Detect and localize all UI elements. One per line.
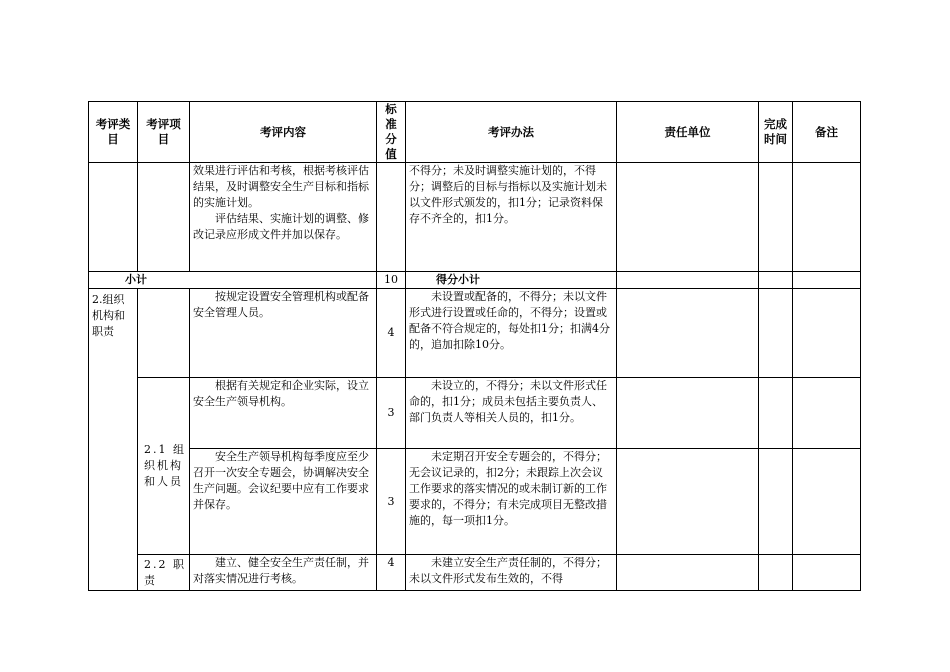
cell-remark bbox=[793, 555, 861, 591]
header-time: 完成时间 bbox=[759, 102, 793, 163]
cell-time bbox=[759, 378, 793, 449]
cell-content: 安全生产领导机构每季度应至少召开一次安全专题会，协调解决安全生产问题。会议纪要中应有工作要求并保存。 bbox=[190, 449, 377, 555]
evaluation-table bbox=[88, 101, 861, 591]
header-content: 考评内容 bbox=[190, 102, 377, 163]
cell-time bbox=[759, 163, 793, 272]
header-unit: 责任单位 bbox=[617, 102, 759, 163]
cell-remark bbox=[793, 378, 861, 449]
cell-remark bbox=[793, 289, 861, 378]
cell-method: 未定期召开安全专题会的，不得分；无会议记录的，扣2分；未跟踪上次会议工作要求的落实情况的或未制订新的工作要求的，不得分；有未完成项目无整改措施的，每一项扣1分。 bbox=[406, 449, 617, 555]
subtotal-score: 10 bbox=[377, 272, 406, 289]
cell-remark bbox=[793, 163, 861, 272]
cell-unit bbox=[617, 555, 759, 591]
cell-method: 未设立的，不得分；未以文件形式任命的，扣1分；成员未包括主要负责人、部门负责人等相关人员的，扣1分。 bbox=[406, 378, 617, 449]
cell-score: 3 bbox=[377, 449, 406, 555]
cell-item bbox=[138, 163, 190, 272]
cell-item: 2.1 组织机构和人员 bbox=[138, 378, 190, 555]
cell-item bbox=[138, 289, 190, 378]
cell-category bbox=[89, 163, 138, 272]
cell-score: 4 bbox=[377, 289, 406, 378]
header-remark: 备注 bbox=[793, 102, 861, 163]
cell-unit bbox=[617, 272, 759, 289]
cell-remark bbox=[793, 449, 861, 555]
cell-time bbox=[759, 555, 793, 591]
cell-time bbox=[759, 449, 793, 555]
cell-method: 未建立安全生产责任制的，不得分；未以文件形式发布生效的，不得 bbox=[406, 555, 617, 591]
cell-method: 不得分；未及时调整实施计划的，不得分；调整后的目标与指标以及实施计划未以文件形式颁发的，扣1分；记录资料保存不齐全的，扣1分。 bbox=[406, 163, 617, 272]
cell-content bbox=[190, 163, 377, 272]
header-item: 考评项目 bbox=[138, 102, 190, 163]
header-row bbox=[89, 102, 861, 163]
cell-content: 按规定设置安全管理机构或配备安全管理人员。 bbox=[190, 289, 377, 378]
cell-content: 根据有关规定和企业实际，设立安全生产领导机构。 bbox=[190, 378, 377, 449]
subtotal-label: 小计 bbox=[89, 272, 377, 289]
table-row bbox=[89, 449, 861, 555]
cell-unit bbox=[617, 378, 759, 449]
cell-unit bbox=[617, 289, 759, 378]
cell-time bbox=[759, 289, 793, 378]
cell-score: 4 bbox=[377, 555, 406, 591]
cell-remark bbox=[793, 272, 861, 289]
subtotal-row bbox=[89, 272, 861, 289]
cell-score bbox=[377, 163, 406, 272]
header-category: 考评类目 bbox=[89, 102, 138, 163]
cell-method: 未设置或配备的，不得分；未以文件形式进行设置或任命的，不得分；设置或配备不符合规定的，每处扣1分；扣满4分的，追加扣除10分。 bbox=[406, 289, 617, 378]
subtotal-method: 得分小计 bbox=[406, 272, 617, 289]
table-row bbox=[89, 378, 861, 449]
content-paragraph: 评估结果、实施计划的调整、修改记录应形成文件并加以保存。 bbox=[193, 212, 369, 241]
table-row bbox=[89, 289, 861, 378]
cell-unit bbox=[617, 449, 759, 555]
cell-content: 建立、健全安全生产责任制，并对落实情况进行考核。 bbox=[190, 555, 377, 591]
cell-score: 3 bbox=[377, 378, 406, 449]
header-method: 考评办法 bbox=[406, 102, 617, 163]
header-score: 标准分值 bbox=[377, 102, 406, 163]
table-row bbox=[89, 555, 861, 591]
cell-item: 2.2 职责 bbox=[138, 555, 190, 591]
cell-category: 2.组织机构和职责 bbox=[89, 289, 138, 591]
table-row bbox=[89, 163, 861, 272]
cell-unit bbox=[617, 163, 759, 272]
cell-time bbox=[759, 272, 793, 289]
content-paragraph: 效果进行评估和考核，根据考核评估结果，及时调整安全生产目标和指标的实施计划。 bbox=[193, 164, 369, 209]
